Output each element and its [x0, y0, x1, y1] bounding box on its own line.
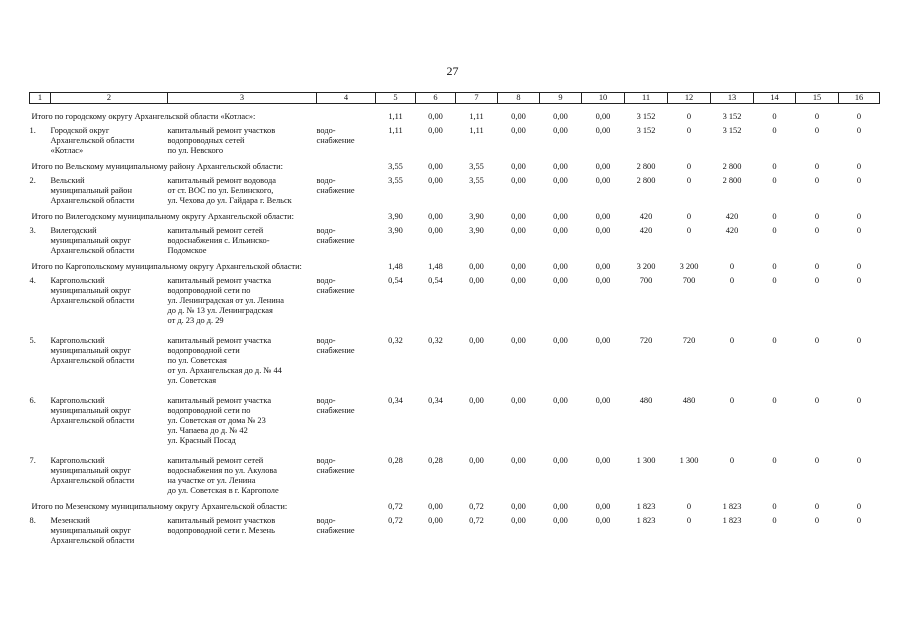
total-value-cell: 0,00 [428, 212, 443, 221]
organization-line: Архангельской области [50, 296, 135, 305]
item-row [30, 392, 880, 446]
item-value-cell: 0 [772, 456, 777, 465]
item-value-cell: 0,00 [469, 336, 484, 345]
column-number-cell: 2 [51, 93, 168, 104]
item-value-cell: 0 [856, 276, 862, 285]
kind-line: снабжение [316, 346, 355, 355]
work-line: капитальный ремонт участков [167, 126, 276, 135]
item-value-cell: 0 [729, 396, 735, 405]
kind-line: водо- [316, 126, 336, 135]
total-value-cell: 0,00 [553, 502, 568, 511]
item-kind [317, 272, 376, 326]
organization-line: муниципальный округ [50, 346, 131, 355]
total-value-cell: 0 [729, 262, 735, 271]
total-value-cell: 0,00 [511, 502, 526, 511]
item-value-cell: 0 [686, 516, 692, 525]
item-value-cell: 0 [729, 456, 735, 465]
item-value-cell: 0,00 [553, 456, 568, 465]
item-row [30, 172, 880, 206]
item-value-cell: 0,00 [595, 516, 611, 525]
work-line: водопроводной сети по [167, 406, 251, 415]
item-organization [51, 122, 168, 156]
total-value-cell: 0,00 [553, 162, 568, 171]
spacer-row [30, 104, 880, 113]
work-line: водопроводной сети г. Мезень [167, 526, 275, 535]
item-value-cell: 0 [814, 226, 820, 235]
item-value-cell: 0,00 [595, 336, 611, 345]
column-number-cell: 11 [625, 93, 668, 104]
column-number-cell: 6 [416, 93, 456, 104]
table-body [30, 93, 880, 553]
total-value-cell: 3,55 [388, 162, 403, 171]
total-value-cell: 0 [856, 112, 862, 121]
item-value-cell: 0,00 [595, 126, 611, 135]
item-value-cell: 0,72 [469, 516, 484, 525]
total-value-cell: 0,00 [511, 212, 526, 221]
column-number-cell: 14 [754, 93, 796, 104]
work-line: водоснабжения с. Ильинско- [167, 236, 270, 245]
item-row [30, 272, 880, 326]
total-value-cell: 1,11 [469, 112, 484, 121]
total-value-cell: 0 [814, 112, 820, 121]
item-value-cell: 3,90 [388, 226, 403, 235]
total-value-cell: 0 [814, 162, 820, 171]
group-total-row [30, 212, 880, 222]
group-total-label: Итого по Вельскому муниципальному району Архангельской области: [31, 162, 283, 171]
item-value-cell: 0,00 [553, 176, 568, 185]
item-number: 2. [29, 176, 36, 185]
group-total-label: Итого по Мезенскому муниципальному округу Архангельской области: [31, 502, 288, 511]
total-value-cell: 0 [772, 162, 777, 171]
item-value-cell: 0,00 [553, 126, 568, 135]
item-value-cell: 0,32 [388, 336, 403, 345]
organization-line: Каргопольский [50, 336, 105, 345]
work-line: ул. Чапаева до д. № 42 [167, 426, 248, 435]
total-value-cell: 0,00 [428, 502, 443, 511]
item-row [30, 222, 880, 256]
organization-line: муниципальный район [50, 186, 132, 195]
item-number: 8. [29, 516, 36, 525]
item-value-cell: 0,34 [388, 396, 403, 405]
work-line: ул. Советская [167, 376, 217, 385]
total-value-cell: 0,72 [388, 502, 403, 511]
total-value-cell: 0 [856, 212, 862, 221]
total-value-cell: 0,00 [428, 162, 443, 171]
budget-table [29, 92, 880, 552]
work-line: ул. Ленинградская от ул. Ленина [167, 296, 284, 305]
item-value-cell: 0,00 [595, 456, 611, 465]
total-value-cell: 3,90 [388, 212, 403, 221]
kind-line: снабжение [316, 406, 355, 415]
item-value-cell: 720 [639, 336, 653, 345]
item-value-cell: 0 [856, 516, 862, 525]
organization-line: Архангельской области [50, 536, 135, 545]
item-value-cell: 480 [639, 396, 653, 405]
work-line: ул. Советская от дома № 23 [167, 416, 266, 425]
item-value-cell: 0,00 [511, 396, 526, 405]
item-value-cell: 0,00 [553, 226, 568, 235]
kind-line: снабжение [316, 236, 355, 245]
item-value-cell: 0 [856, 456, 862, 465]
total-value-cell: 3 152 [636, 112, 656, 121]
organization-line: Архангельской области [50, 356, 135, 365]
total-value-cell: 0,00 [511, 112, 526, 121]
work-line: от ст. ВОС по ул. Белинского, [167, 186, 274, 195]
item-value-cell: 0,28 [388, 456, 403, 465]
total-value-cell: 0,00 [595, 212, 611, 221]
organization-line: Архангельской области [50, 136, 135, 145]
kind-line: снабжение [316, 466, 355, 475]
gap-row [30, 546, 880, 552]
item-kind [317, 512, 376, 546]
work-line: ул. Чехова до ул. Гайдара г. Вельск [167, 196, 292, 205]
item-value-cell: 0,00 [595, 226, 611, 235]
item-value-cell: 0 [856, 396, 862, 405]
organization-line: «Котлас» [50, 146, 84, 155]
item-number: 7. [29, 456, 36, 465]
item-value-cell: 1,11 [469, 126, 484, 135]
item-value-cell: 0,34 [428, 396, 443, 405]
total-value-cell: 0,00 [469, 262, 484, 271]
item-work-description [168, 332, 317, 386]
total-value-cell: 0 [772, 112, 777, 121]
organization-line: Архангельской области [50, 416, 135, 425]
item-organization [51, 332, 168, 386]
item-value-cell: 0,00 [469, 456, 484, 465]
total-value-cell: 0 [686, 162, 692, 171]
total-value-cell: 0 [772, 212, 777, 221]
item-value-cell: 1 300 [679, 456, 699, 465]
work-line: капитальный ремонт участка [167, 396, 272, 405]
work-line: до ул. Советская в г. Каргополе [167, 486, 279, 495]
total-value-cell: 0,00 [553, 262, 568, 271]
item-value-cell: 0,32 [428, 336, 443, 345]
item-value-cell: 0 [772, 126, 777, 135]
item-value-cell: 0,00 [511, 516, 526, 525]
item-value-cell: 3,55 [388, 176, 403, 185]
organization-line: Городской округ [50, 126, 110, 135]
total-value-cell: 3 200 [679, 262, 699, 271]
total-value-cell: 0 [856, 162, 862, 171]
organization-line: Каргопольский [50, 396, 105, 405]
item-kind [317, 392, 376, 446]
column-number-cell: 12 [668, 93, 711, 104]
total-value-cell: 0 [814, 212, 820, 221]
column-number-cell: 10 [582, 93, 625, 104]
item-value-cell: 0,00 [553, 516, 568, 525]
item-value-cell: 0,00 [428, 126, 443, 135]
item-value-cell: 0,54 [428, 276, 443, 285]
item-value-cell: 0 [814, 336, 820, 345]
total-value-cell: 0,00 [553, 112, 568, 121]
total-value-cell: 0,00 [595, 112, 611, 121]
total-value-cell: 0 [772, 502, 777, 511]
organization-line: Архангельской области [50, 196, 135, 205]
column-number-cell: 3 [168, 93, 317, 104]
item-work-description [168, 222, 317, 256]
item-value-cell: 0 [772, 516, 777, 525]
work-line: водопроводных сетей [167, 136, 245, 145]
group-total-row [30, 112, 880, 122]
total-value-cell: 420 [725, 212, 739, 221]
item-kind [317, 452, 376, 496]
item-number: 3. [29, 226, 36, 235]
item-value-cell: 420 [725, 226, 739, 235]
item-organization [51, 452, 168, 496]
item-value-cell: 0 [856, 226, 862, 235]
item-value-cell: 0 [772, 276, 777, 285]
work-line: на участке от ул. Ленина [167, 476, 256, 485]
total-value-cell: 0,00 [428, 112, 443, 121]
item-work-description [168, 272, 317, 326]
organization-line: Вельский [50, 176, 85, 185]
total-value-cell: 1,48 [388, 262, 403, 271]
total-value-cell: 3 152 [722, 112, 742, 121]
item-value-cell: 0,00 [511, 336, 526, 345]
total-value-cell: 3 200 [636, 262, 656, 271]
item-value-cell: 0,00 [428, 516, 443, 525]
item-number: 1. [29, 126, 36, 135]
total-value-cell: 420 [639, 212, 653, 221]
total-value-cell: 0,00 [511, 162, 526, 171]
work-line: капитальный ремонт водовода [167, 176, 276, 185]
item-value-cell: 0 [686, 176, 692, 185]
item-work-description [168, 452, 317, 496]
item-value-cell: 0,00 [553, 276, 568, 285]
total-value-cell: 0,00 [595, 502, 611, 511]
item-work-description [168, 172, 317, 206]
item-work-description [168, 122, 317, 156]
item-value-cell: 0 [856, 126, 862, 135]
item-value-cell: 700 [682, 276, 696, 285]
total-value-cell: 1,48 [428, 262, 443, 271]
total-value-cell: 2 800 [722, 162, 742, 171]
item-value-cell: 0,00 [595, 176, 611, 185]
total-value-cell: 0 [772, 262, 777, 271]
item-value-cell: 0,00 [428, 226, 443, 235]
item-value-cell: 0,00 [595, 276, 611, 285]
work-line: водопроводной сети по [167, 286, 251, 295]
organization-line: Мезенский [50, 516, 90, 525]
kind-line: водо- [316, 226, 336, 235]
work-line: водоснабжения по ул. Акулова [167, 466, 277, 475]
item-value-cell: 480 [682, 396, 696, 405]
item-value-cell: 0,00 [553, 336, 568, 345]
column-number-cell: 9 [540, 93, 582, 104]
item-organization [51, 392, 168, 446]
total-value-cell: 0,00 [553, 212, 568, 221]
kind-line: водо- [316, 176, 336, 185]
item-value-cell: 0,72 [388, 516, 403, 525]
item-value-cell: 0,28 [428, 456, 443, 465]
work-line: капитальный ремонт сетей [167, 226, 264, 235]
total-value-cell: 0,00 [511, 262, 526, 271]
kind-line: снабжение [316, 286, 355, 295]
item-row [30, 512, 880, 546]
item-organization [51, 272, 168, 326]
item-organization [51, 172, 168, 206]
item-value-cell: 0 [772, 226, 777, 235]
item-value-cell: 0 [814, 456, 820, 465]
item-value-cell: 420 [639, 226, 653, 235]
item-row [30, 452, 880, 496]
item-kind [317, 122, 376, 156]
kind-line: водо- [316, 456, 336, 465]
item-value-cell: 0,00 [511, 276, 526, 285]
total-value-cell: 0 [686, 212, 692, 221]
total-value-cell: 2 800 [636, 162, 656, 171]
item-value-cell: 0,00 [511, 226, 526, 235]
organization-line: муниципальный округ [50, 286, 131, 295]
item-kind [317, 332, 376, 386]
item-value-cell: 720 [682, 336, 696, 345]
item-number: 4. [29, 276, 36, 285]
item-organization [51, 222, 168, 256]
item-value-cell: 0,00 [428, 176, 443, 185]
work-line: капитальный ремонт участка [167, 336, 272, 345]
total-value-cell: 1,11 [388, 112, 403, 121]
item-value-cell: 0 [856, 176, 862, 185]
kind-line: водо- [316, 396, 336, 405]
total-value-cell: 0,00 [595, 262, 611, 271]
item-value-cell: 0,00 [595, 396, 611, 405]
organization-line: Каргопольский [50, 276, 105, 285]
work-line: по ул. Советская [167, 356, 227, 365]
organization-line: муниципальный округ [50, 236, 131, 245]
organization-line: муниципальный округ [50, 526, 131, 535]
item-value-cell: 0 [729, 336, 735, 345]
kind-line: водо- [316, 516, 336, 525]
item-value-cell: 0 [814, 516, 820, 525]
group-total-row [30, 262, 880, 272]
total-value-cell: 0 [814, 502, 820, 511]
item-value-cell: 3 152 [636, 126, 656, 135]
column-number-cell: 4 [317, 93, 376, 104]
column-number-cell: 5 [376, 93, 416, 104]
item-number: 6. [29, 396, 36, 405]
item-value-cell: 1 300 [636, 456, 656, 465]
item-value-cell: 3,90 [469, 226, 484, 235]
work-line: по ул. Невского [167, 146, 224, 155]
work-line: капитальный ремонт участков [167, 516, 276, 525]
work-line: водопроводной сети [167, 346, 240, 355]
group-total-label: Итого по Каргопольскому муниципальному округу Архангельской области: [31, 262, 302, 271]
item-value-cell: 2 800 [722, 176, 742, 185]
item-value-cell: 0,00 [553, 396, 568, 405]
item-value-cell: 3 152 [722, 126, 742, 135]
group-total-row [30, 502, 880, 512]
kind-line: снабжение [316, 136, 355, 145]
item-kind [317, 172, 376, 206]
work-line: капитальный ремонт участка [167, 276, 272, 285]
total-value-cell: 0 [686, 502, 692, 511]
work-line: от д. 23 до д. 29 [167, 316, 224, 325]
work-line: ул. Красный Посад [167, 436, 236, 445]
item-value-cell: 0 [814, 276, 820, 285]
item-value-cell: 0,00 [511, 456, 526, 465]
column-number-cell: 13 [711, 93, 754, 104]
page-number: 27 [446, 64, 459, 78]
work-line: капитальный ремонт сетей [167, 456, 264, 465]
total-value-cell: 3,90 [469, 212, 484, 221]
item-value-cell: 1,11 [388, 126, 403, 135]
item-value-cell: 0 [772, 176, 777, 185]
work-line: Подомское [167, 246, 207, 255]
item-kind [317, 222, 376, 256]
work-line: до д. № 13 ул. Ленинградская [167, 306, 273, 315]
total-value-cell: 0,72 [469, 502, 484, 511]
kind-line: водо- [316, 276, 336, 285]
total-value-cell: 0,00 [595, 162, 611, 171]
item-value-cell: 0 [772, 396, 777, 405]
column-number-cell: 1 [30, 93, 51, 104]
column-number-cell: 7 [456, 93, 498, 104]
item-organization [51, 512, 168, 546]
group-total-label: Итого по Вилегодскому муниципальному округу Архангельской области: [31, 212, 294, 221]
kind-line: водо- [316, 336, 336, 345]
organization-line: Архангельской области [50, 246, 135, 255]
kind-line: снабжение [316, 186, 355, 195]
kind-line: снабжение [316, 526, 355, 535]
item-value-cell: 0 [772, 336, 777, 345]
item-row [30, 332, 880, 386]
item-value-cell: 0 [729, 276, 735, 285]
item-work-description [168, 392, 317, 446]
column-number-cell: 15 [796, 93, 839, 104]
organization-line: Архангельской области [50, 476, 135, 485]
total-value-cell: 1 823 [636, 502, 656, 511]
item-value-cell: 0 [686, 226, 692, 235]
total-value-cell: 0 [686, 112, 692, 121]
group-total-row [30, 162, 880, 172]
total-value-cell: 0 [814, 262, 820, 271]
item-number: 5. [29, 336, 36, 345]
item-value-cell: 0 [814, 176, 820, 185]
item-value-cell: 1 823 [722, 516, 742, 525]
item-value-cell: 0,00 [469, 396, 484, 405]
total-value-cell: 1 823 [722, 502, 742, 511]
work-line: от ул. Архангельская до д. № 44 [167, 366, 282, 375]
item-value-cell: 0,54 [388, 276, 403, 285]
total-value-cell: 3,55 [469, 162, 484, 171]
item-value-cell: 0 [856, 336, 862, 345]
organization-line: муниципальный округ [50, 406, 131, 415]
total-value-cell: 0 [856, 502, 862, 511]
item-work-description [168, 512, 317, 546]
item-value-cell: 0,00 [469, 276, 484, 285]
item-value-cell: 0 [686, 126, 692, 135]
total-value-cell: 0 [856, 262, 862, 271]
column-number-cell: 8 [498, 93, 540, 104]
item-value-cell: 3,55 [469, 176, 484, 185]
column-number-row [30, 93, 880, 104]
item-value-cell: 0,00 [511, 176, 526, 185]
organization-line: Каргопольский [50, 456, 105, 465]
column-number-cell: 16 [839, 93, 880, 104]
item-row [30, 122, 880, 156]
item-value-cell: 0 [814, 126, 820, 135]
organization-line: муниципальный округ [50, 466, 131, 475]
item-value-cell: 2 800 [636, 176, 656, 185]
group-total-label: Итого по городскому округу Архангельской области «Котлас»: [31, 112, 256, 121]
organization-line: Вилегодский [50, 226, 97, 235]
item-value-cell: 0,00 [511, 126, 526, 135]
item-value-cell: 1 823 [636, 516, 656, 525]
item-value-cell: 700 [639, 276, 653, 285]
item-value-cell: 0 [814, 396, 820, 405]
